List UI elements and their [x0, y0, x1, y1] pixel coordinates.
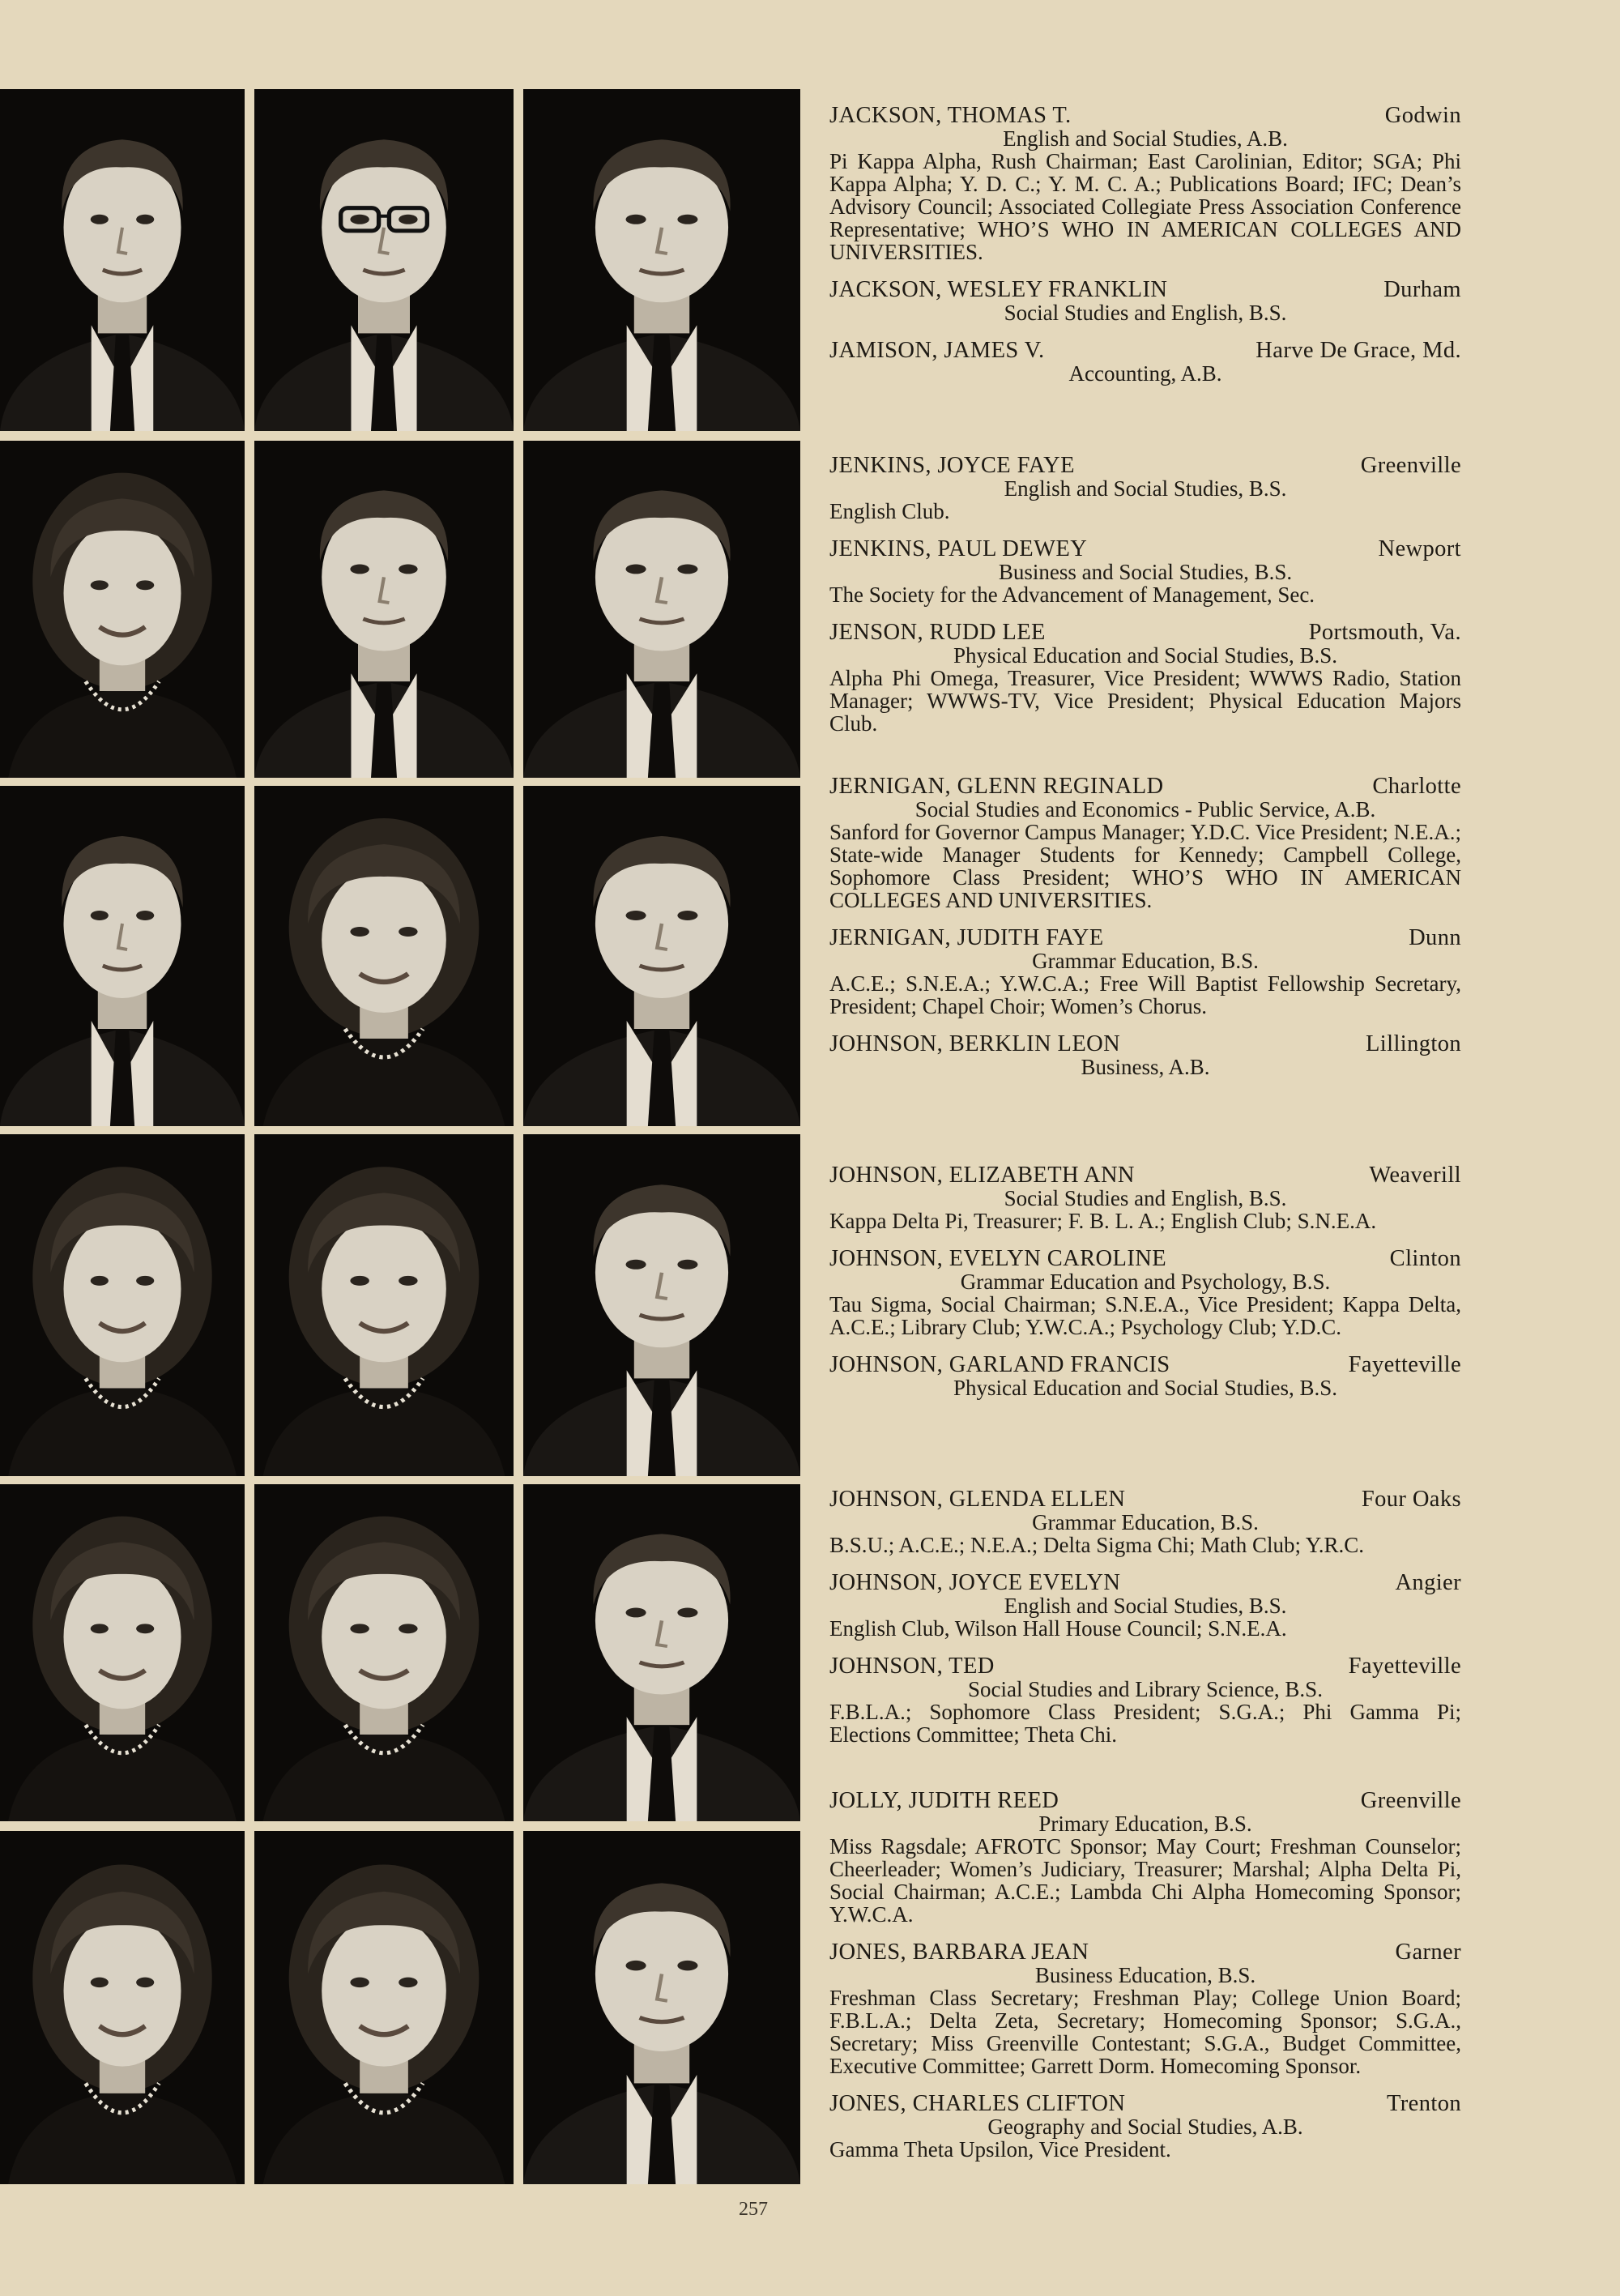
- student-degree: Social Studies and English, B.S.: [1004, 1186, 1287, 1210]
- entry-group: [829, 1789, 1461, 2161]
- student-portrait: [254, 1484, 514, 1821]
- entry-heading: [829, 537, 1461, 561]
- student-portrait: [254, 1831, 514, 2184]
- student-activities: Miss Ragsdale; AFROTC Sponsor; May Court; Freshman Counselor; Cheerleader; Women’s Judiciary, Treasurer; Marshal; Alpha Delta Pi, Social Chairman; A.C.E.; Lambda Chi Alpha Homecoming Sponsor; Y.W.C.A.: [829, 1834, 1461, 1927]
- student-entry: [829, 104, 1461, 263]
- entry-group: [829, 775, 1461, 1078]
- student-portrait: [0, 1831, 245, 2184]
- student-activities: Kappa Delta Pi, Treasurer; F. B. L. A.; English Club; S.N.E.A.: [829, 1209, 1377, 1233]
- student-activities: Tau Sigma, Social Chairman; S.N.E.A., Vice President; Kappa Delta, A.C.E.; Library Club; Y.W.C.A.; Psychology Club; Y.D.C.: [829, 1292, 1461, 1339]
- student-portrait: [0, 89, 245, 431]
- student-portrait: [523, 441, 800, 778]
- student-portrait: [523, 786, 800, 1126]
- entry-heading: [829, 1163, 1461, 1187]
- student-hometown: Fayetteville: [1348, 1654, 1461, 1679]
- student-entry: [829, 1789, 1461, 1926]
- student-name: JOHNSON, GLENDA ELLEN: [829, 1487, 1126, 1512]
- student-entry: [829, 621, 1461, 735]
- student-name: JOHNSON, ELIZABETH ANN: [829, 1163, 1135, 1188]
- student-name: JOHNSON, EVELYN CAROLINE: [829, 1246, 1167, 1271]
- student-hometown: Angier: [1395, 1570, 1461, 1595]
- entry-heading: [829, 278, 1461, 301]
- student-degree: Geography and Social Studies, A.B.: [987, 2115, 1303, 2139]
- student-hometown: Newport: [1378, 536, 1461, 561]
- entry-heading: [829, 1353, 1461, 1376]
- student-name: JENSON, RUDD LEE: [829, 620, 1046, 645]
- student-name: JOHNSON, TED: [829, 1654, 995, 1679]
- student-activities: English Club.: [829, 499, 950, 523]
- student-hometown: Portsmouth, Va.: [1308, 620, 1461, 645]
- student-activities: Freshman Class Secretary; Freshman Play; College Union Board; F.B.L.A.; Delta Zeta, Secretary; Homecoming Sponsor; S.G.A., Secretary; Miss Greenville Contestant; S.G.A., Budget Committee, Executive Committee; Garrett Dorm. Homecoming Sponsor.: [829, 1986, 1461, 2078]
- student-degree: Primary Education, B.S.: [1038, 1812, 1252, 1836]
- student-entry: [829, 537, 1461, 606]
- student-entry: [829, 926, 1461, 1018]
- student-name: JONES, BARBARA JEAN: [829, 1940, 1089, 1965]
- student-degree: Business, A.B.: [1081, 1055, 1210, 1079]
- student-hometown: Garner: [1395, 1940, 1461, 1965]
- student-portrait: [523, 1134, 800, 1476]
- student-entry: [829, 454, 1461, 523]
- student-entry: [829, 1654, 1461, 1746]
- student-degree: Physical Education and Social Studies, B.S.: [953, 643, 1337, 668]
- student-portrait: [0, 441, 245, 778]
- portrait-grid: [0, 89, 802, 2184]
- student-portrait: [0, 1484, 245, 1821]
- student-hometown: Clinton: [1389, 1246, 1461, 1271]
- entry-group: [829, 1487, 1461, 1746]
- student-hometown: Weaverill: [1369, 1163, 1461, 1188]
- entry-heading: [829, 339, 1461, 362]
- student-hometown: Trenton: [1386, 2091, 1461, 2116]
- student-activities: Alpha Phi Omega, Treasurer, Vice President; WWWS Radio, Station Manager; WWWS-TV, Vice President; Physical Education Majors Club.: [829, 666, 1461, 736]
- entry-heading: [829, 1940, 1461, 1964]
- student-activities: F.B.L.A.; Sophomore Class President; S.G.A.; Phi Gamma Pi; Elections Committee; Theta Chi.: [829, 1700, 1461, 1747]
- student-portrait: [0, 1134, 245, 1476]
- student-degree: Grammar Education, B.S.: [1032, 949, 1259, 973]
- student-activities: Pi Kappa Alpha, Rush Chairman; East Carolinian, Editor; SGA; Phi Kappa Alpha; Y. D. C.; Y. M. C. A.; Publications Board; IFC; Dean’s Advisory Council; Associated Collegiate Press Association Conference Representative; WHO’S WHO IN AMERICAN COLLEGES AND UNIVERSITIES.: [829, 149, 1461, 264]
- student-degree: English and Social Studies, A.B.: [1003, 126, 1288, 151]
- student-name: JOHNSON, BERKLIN LEON: [829, 1031, 1121, 1056]
- student-name: JOHNSON, GARLAND FRANCIS: [829, 1352, 1170, 1377]
- student-portrait: [254, 1134, 514, 1476]
- entry-heading: [829, 1571, 1461, 1594]
- student-hometown: Greenville: [1360, 453, 1461, 478]
- student-name: JACKSON, THOMAS T.: [829, 103, 1072, 128]
- student-hometown: Godwin: [1384, 103, 1461, 128]
- student-entry: [829, 1163, 1461, 1232]
- student-name: JAMISON, JAMES V.: [829, 338, 1045, 363]
- student-hometown: Four Oaks: [1361, 1487, 1461, 1512]
- student-degree: Business Education, B.S.: [1034, 1963, 1256, 1987]
- student-name: JOHNSON, JOYCE EVELYN: [829, 1570, 1121, 1595]
- entry-heading: [829, 621, 1461, 644]
- student-degree: Social Studies and Economics - Public Service, A.B.: [914, 797, 1376, 822]
- student-degree: Physical Education and Social Studies, B.S.: [953, 1376, 1337, 1400]
- entry-heading: [829, 2092, 1461, 2115]
- entry-heading: [829, 1654, 1461, 1678]
- student-degree: Business and Social Studies, B.S.: [998, 560, 1293, 584]
- student-activities: B.S.U.; A.C.E.; N.E.A.; Delta Sigma Chi; Math Club; Y.R.C.: [829, 1533, 1365, 1557]
- student-hometown: Fayetteville: [1348, 1352, 1461, 1377]
- student-portrait: [523, 89, 800, 431]
- student-degree: Social Studies and English, B.S.: [1004, 301, 1287, 325]
- student-degree: Social Studies and Library Science, B.S.: [968, 1677, 1323, 1701]
- student-entry: [829, 775, 1461, 911]
- entry-heading: [829, 1247, 1461, 1270]
- student-hometown: Greenville: [1360, 1788, 1461, 1813]
- student-entry: [829, 1353, 1461, 1399]
- student-portrait: [254, 786, 514, 1126]
- student-entry: [829, 1571, 1461, 1640]
- entry-heading: [829, 1789, 1461, 1812]
- student-name: JOLLY, JUDITH REED: [829, 1788, 1059, 1813]
- student-activities: Gamma Theta Upsilon, Vice President.: [829, 2137, 1171, 2162]
- student-degree: English and Social Studies, B.S.: [1004, 476, 1287, 501]
- student-name: JERNIGAN, GLENN REGINALD: [829, 774, 1164, 799]
- student-name: JONES, CHARLES CLIFTON: [829, 2091, 1126, 2116]
- student-entry: [829, 1940, 1461, 2077]
- student-hometown: Harve De Grace, Md.: [1256, 338, 1461, 363]
- student-activities: English Club, Wilson Hall House Council; S.N.E.A.: [829, 1616, 1287, 1641]
- student-degree: Grammar Education and Psychology, B.S.: [960, 1270, 1331, 1294]
- student-entry: [829, 278, 1461, 324]
- entry-heading: [829, 926, 1461, 950]
- student-portrait: [0, 786, 245, 1126]
- student-activities: The Society for the Advancement of Management, Sec.: [829, 583, 1315, 607]
- student-hometown: Dunn: [1409, 925, 1461, 950]
- entry-heading: [829, 1487, 1461, 1511]
- entry-heading: [829, 104, 1461, 127]
- student-entry: [829, 1487, 1461, 1556]
- student-degree: English and Social Studies, B.S.: [1004, 1594, 1287, 1618]
- page-number: 257: [739, 2199, 768, 2220]
- student-entry: [829, 1247, 1461, 1338]
- entry-group: [829, 1163, 1461, 1399]
- entry-group: [829, 104, 1461, 385]
- student-portrait: [523, 1484, 800, 1821]
- entry-heading: [829, 1032, 1461, 1056]
- student-name: JERNIGAN, JUDITH FAYE: [829, 925, 1104, 950]
- entry-heading: [829, 454, 1461, 477]
- student-activities: Sanford for Governor Campus Manager; Y.D.C. Vice President; N.E.A.; State-wide Manager Students for Kennedy; Campbell College, Sophomore Class President; WHO’S WHO IN AMERICAN COLLEGES AND UNIVERSITIES.: [829, 820, 1461, 912]
- student-entry: [829, 1032, 1461, 1078]
- student-portrait: [254, 441, 514, 778]
- student-hometown: Durham: [1383, 277, 1461, 302]
- student-hometown: Charlotte: [1372, 774, 1461, 799]
- student-name: JENKINS, PAUL DEWEY: [829, 536, 1088, 561]
- student-hometown: Lillington: [1366, 1031, 1461, 1056]
- student-portrait: [254, 89, 514, 431]
- student-entry: [829, 2092, 1461, 2161]
- student-activities: A.C.E.; S.N.E.A.; Y.W.C.A.; Free Will Baptist Fellowship Secretary, President; Chapel Choir; Women’s Chorus.: [829, 971, 1461, 1018]
- student-name: JACKSON, WESLEY FRANKLIN: [829, 277, 1168, 302]
- student-degree: Accounting, A.B.: [1068, 361, 1222, 386]
- student-degree: Grammar Education, B.S.: [1032, 1510, 1259, 1534]
- entry-heading: [829, 775, 1461, 798]
- student-portrait: [523, 1831, 800, 2184]
- student-entry: [829, 339, 1461, 385]
- entry-group: [829, 454, 1461, 735]
- student-name: JENKINS, JOYCE FAYE: [829, 453, 1075, 478]
